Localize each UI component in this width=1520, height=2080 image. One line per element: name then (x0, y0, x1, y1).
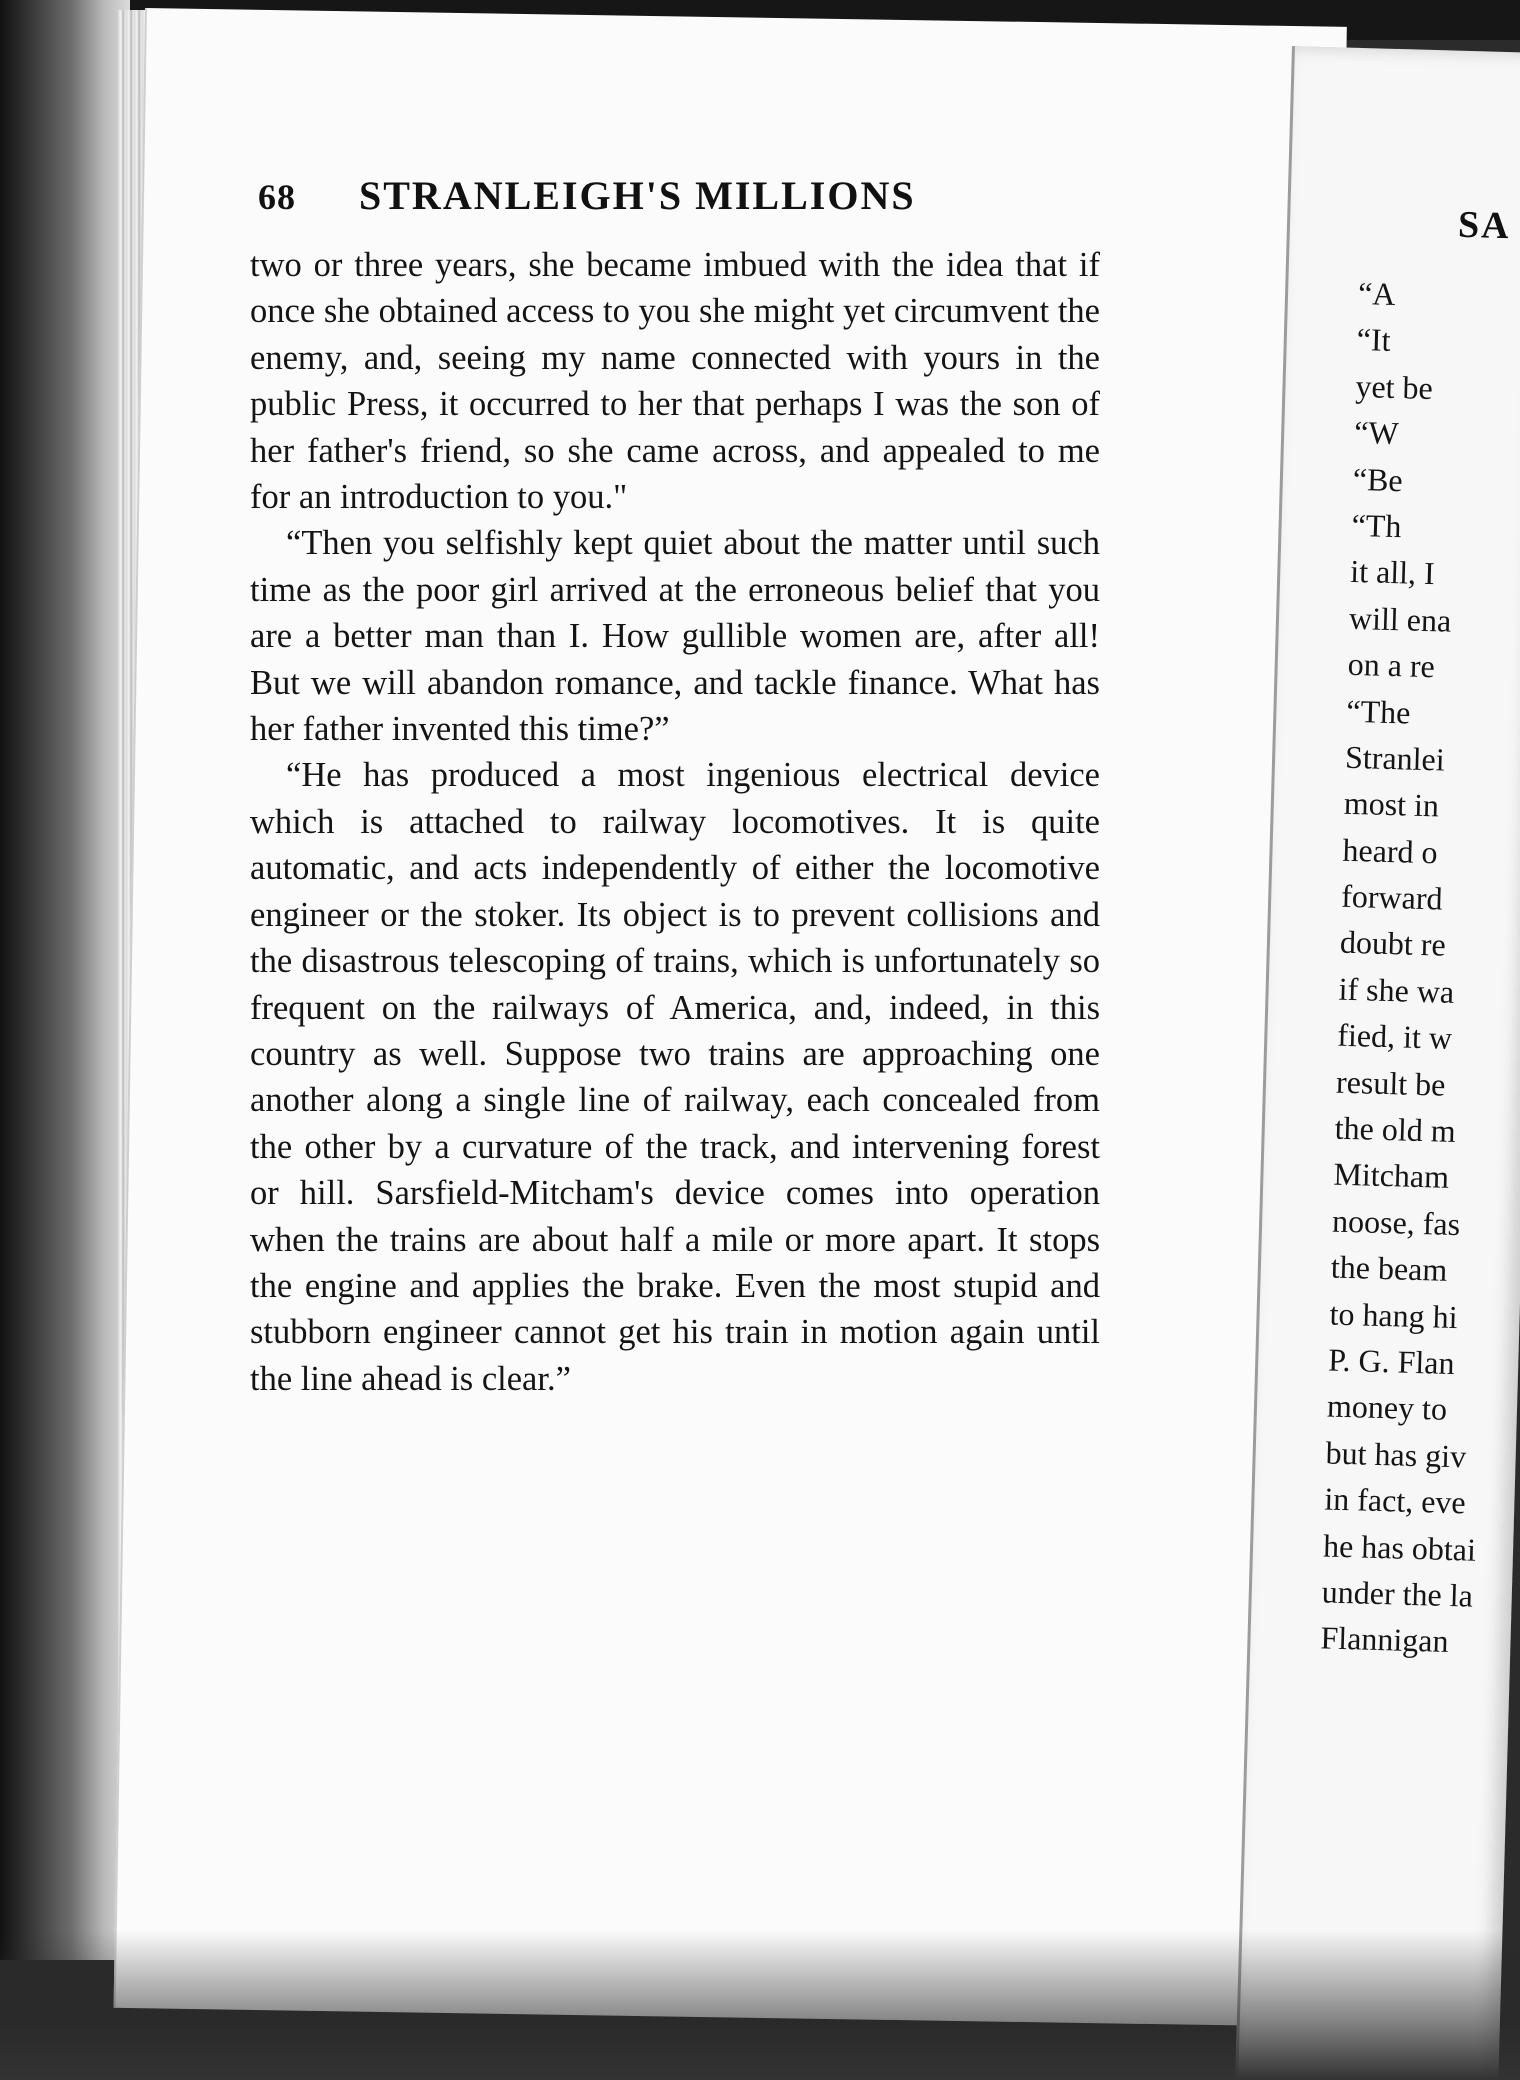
page-number: 68 (258, 177, 296, 217)
paragraph-3: “He has produced a most ingenious electrical device which is attached to railway locomotives. It is quite automatic, and acts independently of either the locomotive engineer or the stoker. Its object is to prevent collisions and the disastrous telescoping of trains, which is unfortunately so frequent on the railways of America, and, indeed, in this country as well. Suppose two trains are approaching one another along a single line of railway, each concealed from the other by a curvature of the track, and intervening forest or hill. Sarsfield-Mitcham's device comes into operation when the trains are about half a mile or more apart. It stops the engine and applies the brake. Even the most stupid and stubborn engineer cannot get his train in motion again until the line ahead is clear.” (250, 756, 1100, 1398)
right-line-fragment: he has obtai (1322, 1527, 1477, 1568)
right-page-text (1320, 270, 1520, 1672)
right-line-fragment: “Be (1352, 460, 1404, 498)
right-line-fragment: the old m (1334, 1109, 1457, 1150)
page-body (250, 242, 1100, 1402)
right-line-fragment: but has giv (1325, 1434, 1467, 1475)
right-line-fragment: Mitcham (1333, 1156, 1450, 1196)
right-running-title: SA (1457, 203, 1512, 248)
paragraph-1: two or three years, she became imbued with the idea that if once she obtained access to you she might yet circumvent the enemy, and, seeing my name connected with yours in the public Press, it occurred to her that perhaps I was the son of her father's friend, so she came across, and appealed to me for an introduction to you." (250, 246, 1100, 517)
right-line-fragment: noose, fas (1331, 1202, 1461, 1242)
right-line-fragment: it all, I (1349, 553, 1436, 592)
right-line-fragment: “It (1356, 321, 1392, 359)
right-line-fragment: Flannigan (1320, 1619, 1450, 1660)
right-line-fragment: “W (1353, 414, 1400, 452)
right-line-fragment: “Th (1351, 506, 1402, 545)
right-line-fragment: the beam (1330, 1248, 1448, 1289)
right-line-fragment: result be (1335, 1063, 1446, 1103)
running-title: STRANLEIGH'S MILLIONS (359, 173, 916, 218)
right-line-fragment: will ena (1348, 599, 1452, 639)
right-line-fragment: if she wa (1338, 970, 1455, 1010)
right-line-fragment: heard o (1342, 831, 1439, 871)
right-line-fragment: most in (1343, 785, 1440, 824)
right-line-fragment: on a re (1347, 645, 1436, 685)
right-line-fragment: in fact, eve (1323, 1480, 1467, 1521)
right-line-fragment: “A (1357, 274, 1396, 312)
right-line-fragment: P. G. Flan (1327, 1341, 1456, 1382)
right-line-fragment: to hang hi (1329, 1295, 1459, 1335)
book-spine-edge (0, 0, 130, 1960)
right-line-fragment: forward (1340, 877, 1444, 917)
right-line-fragment: fied, it w (1336, 1016, 1453, 1057)
page-header (258, 172, 916, 219)
right-line-fragment: yet be (1355, 367, 1434, 406)
right-line-fragment: money to (1326, 1387, 1448, 1428)
right-line-fragment: “The (1345, 692, 1411, 731)
right-line-fragment: under the la (1321, 1573, 1474, 1614)
right-line-fragment: Stranlei (1344, 738, 1446, 778)
paragraph-2: “Then you selfishly kept quiet about the matter until such time as the poor girl arrived at the erroneous belief that you are a better man than I. How gullible women are, after all! But we will abandon romance, and tackle finance. What has her father invented this time?” (250, 524, 1100, 749)
right-line-fragment: doubt re (1339, 924, 1447, 964)
